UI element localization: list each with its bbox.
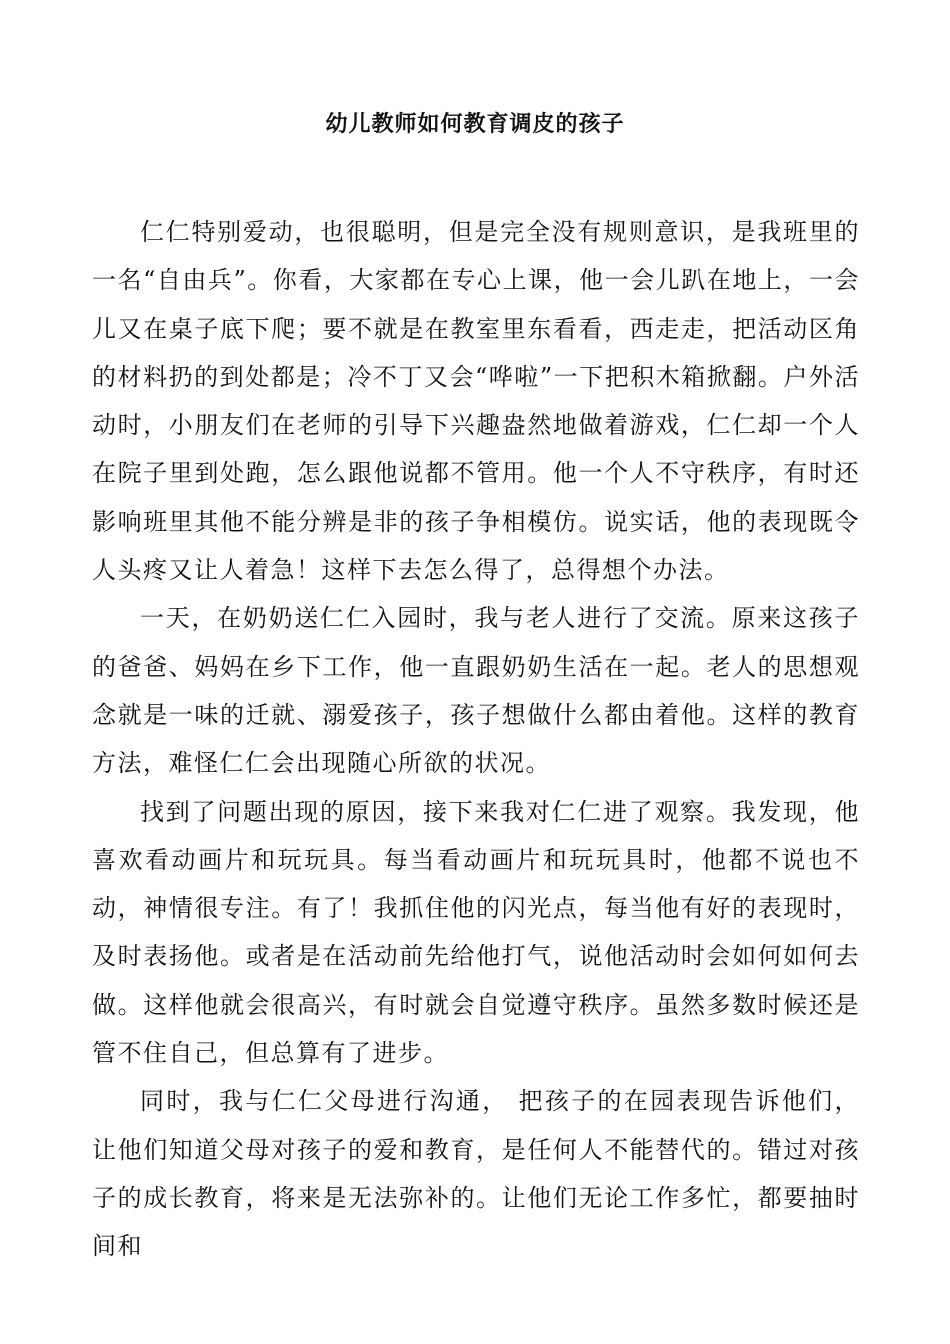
paragraph-1: 仁仁特别爱动，也很聪明，但是完全没有规则意识，是我班里的一名“自由兵”。你看，大家都在专心上课，他一会儿趴在地上，一会儿又在桌子底下爬；要不就是在教室里东看看，西走走，把活动区角的材料扔的到处都是；冷不丁又会“哗啦”一下把积木箱掀翻。户外活动时，小朋友们在老师的引导下兴趣盎然地做着游戏，仁仁却一个人在院子里到处跑，怎么跟他说都不管用。他一个人不守秩序，有时还影响班里其他不能分辨是非的孩子争相模仿。说实话，他的表现既令人头疼又让人着急！这样下去怎么得了，总得想个办法。: [92, 218, 860, 585]
paragraph-4: 同时，我与仁仁父母进行沟通， 把孩子的在园表现告诉他们，让他们知道父母对孩子的爱和教育，是任何人不能替代的。错过对孩子的成长教育，将来是无法弥补的。让他们无论工作多忙，都要抽时间和: [92, 1087, 860, 1261]
paragraph-3: 找到了问题出现的原因，接下来我对仁仁进了观察。我发现，他喜欢看动画片和玩玩具。每当看动画片和玩玩具时，他都不说也不动，神情很专注。有了！我抓住他的闪光点，每当他有好的表现时，及时表扬他。或者是在活动前先给他打气，说他活动时会如何如何去做。这样他就会很高兴，有时就会自觉遵守秩序。虽然多数时候还是管不住自己，但总算有了进步。: [92, 797, 860, 1068]
paragraph-2: 一天，在奶奶送仁仁入园时，我与老人进行了交流。原来这孩子的爸爸、妈妈在乡下工作，他一直跟奶奶生活在一起。老人的思想观念就是一味的迁就、溺爱孩子，孩子想做什么都由着他。这样的教育方法，难怪仁仁会出现随心所欲的状况。: [92, 604, 860, 778]
document-body: [92, 208, 860, 1271]
document-title: 幼儿教师如何教育调皮的孩子: [325, 111, 625, 137]
